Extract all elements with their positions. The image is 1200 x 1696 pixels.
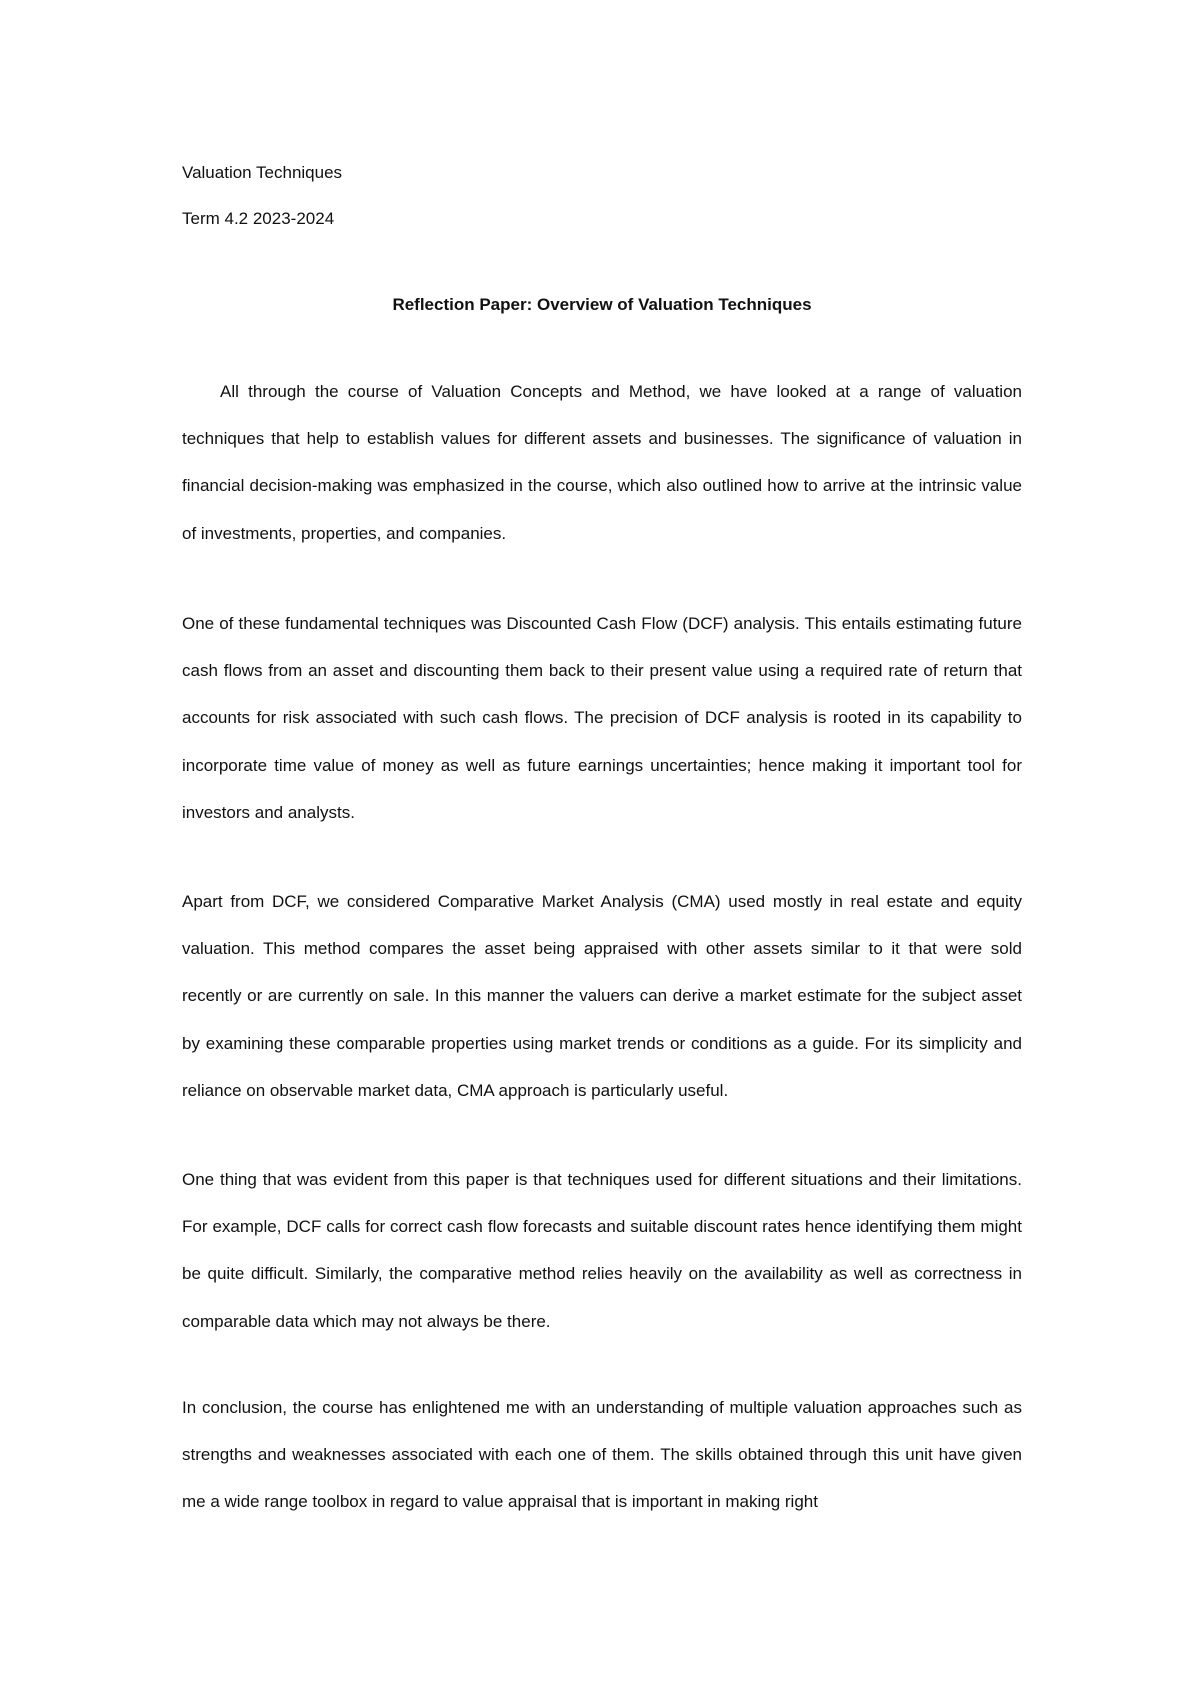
paragraph-conclusion: In conclusion, the course has enlightened me with an understanding of multiple valuation approaches such as strengths and weaknesses associated with each one of them. The skills obtained through this unit have given me a wide range toolbox in regard to value appraisal that is important in making right (182, 1398, 1022, 1512)
paragraph-limitations: One thing that was evident from this paper is that techniques used for different situations and their limitations. For example, DCF calls for correct cash flow forecasts and suitable discount rates hence identifying them might be quite difficult. Similarly, the comparative method relies heavily on the availability as well as correctness in comparable data which may not always be there. (182, 1170, 1022, 1331)
course-title: Valuation Techniques (182, 163, 343, 182)
paper-title: Reflection Paper: Overview of Valuation Techniques (392, 295, 812, 314)
paragraph-introduction: All through the course of Valuation Concepts and Method, we have looked at a range of valuation techniques that help to establish values for different assets and businesses. The significance of valuation in financial decision-making was emphasized in the course, which also outlined how to arrive at the intrinsic value of investments, properties, and companies. (182, 382, 1022, 543)
term-label: Term 4.2 2023-2024 (182, 209, 335, 228)
paragraph-cma: Apart from DCF, we considered Comparative Market Analysis (CMA) used mostly in real estate and equity valuation. This method compares the asset being appraised with other assets similar to it that were sold recently or are currently on sale. In this manner the valuers can derive a market estimate for the subject asset by examining these comparable properties using market trends or conditions as a guide. For its simplicity and reliance on observable market data, CMA approach is particularly useful. (182, 892, 1022, 1100)
paragraph-dcf: One of these fundamental techniques was Discounted Cash Flow (DCF) analysis. This entails estimating future cash flows from an asset and discounting them back to their present value using a required rate of return that accounts for risk associated with such cash flows. The precision of DCF analysis is rooted in its capability to incorporate time value of money as well as future earnings uncertainties; hence making it important tool for investors and analysts. (182, 614, 1022, 822)
